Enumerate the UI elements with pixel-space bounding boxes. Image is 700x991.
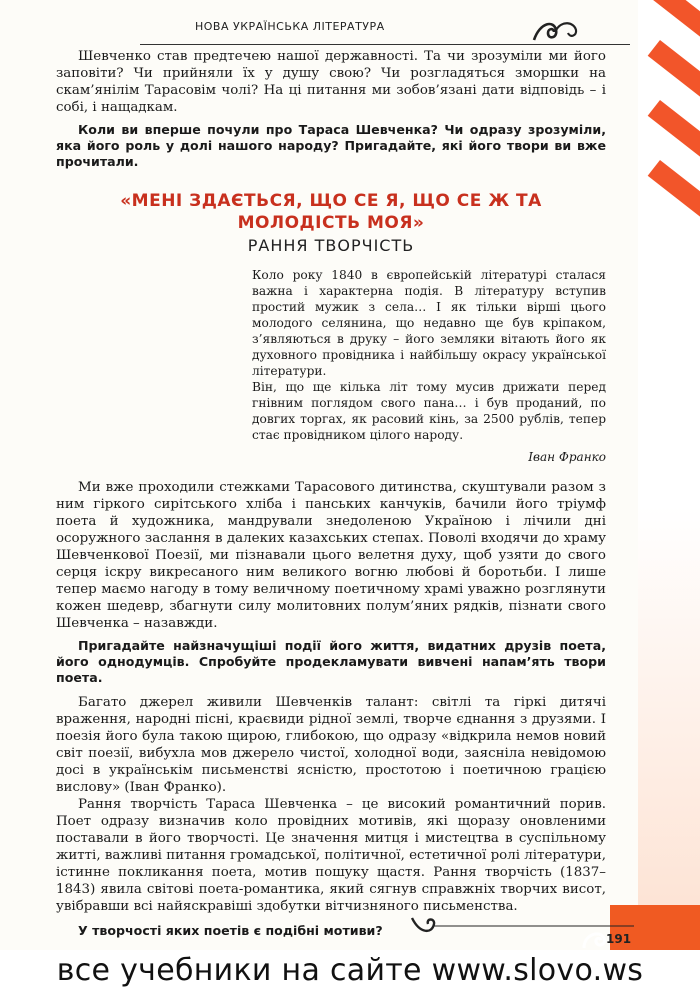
intro-question: Коли ви вперше почули про Тараса Шевченка? Чи одразу зрозуміли, яка його роль у долі нашого народу? Пригадайте, які його твори ви вже прочитали. (56, 122, 606, 169)
section-title-line-1: «МЕНІ ЗДАЄТЬСЯ, ЩО СЕ Я, ЩО СЕ Ж ТА (120, 191, 542, 211)
page-number: 191 (606, 932, 632, 946)
final-question: У творчості яких поетів є подібні мотиви? (78, 923, 383, 938)
running-header (140, 14, 580, 40)
site-banner[interactable]: все учебники на сайте www.slovo.ws (0, 950, 700, 991)
body-paragraph-2: Багато джерел живили Шевченків талант: світлі та гіркі дитячі враження, народні пісні, краєвиди рідної землі, творче єднання з друзями. І поезія його була такою щирою, глибокою, що одразу «відкрила немов новий світ поезії, вибухла мов джерело чистої, холодної води, заясніла невідомою досі в українськім письменстві ясністю, простотою і поетичною грацією вислову» (Іван Франко). (56, 695, 606, 795)
body-paragraph-3: Рання творчість Тараса Шевченка – це високий романтичний порив. Поет одразу визначив коло провідних мотивів, які щоразу оновленими поставали в його творчості. Це значення митця і мистецтва в суспільному житті, важливі питання громадської, політичної, естетичної ролі літератури, істинне покликання поета, мотив пошуку щастя. Рання творчість (1837–1843) явила світові поета-романтика, який сягнув справжніх творчих висот, увібравши всі найяскравіші здобутки вітчизняного письменства. (56, 797, 606, 914)
page-content (56, 44, 606, 939)
section-subtitle: РАННЯ ТВОРЧІСТЬ (247, 236, 415, 255)
epigraph-paragraph-1: Коло року 1840 в європейській літературі сталася важна і характерна подія. В літературу вступив простий мужик з села… І як тільки вірші цього молодого селянина, що недавно ще був кріпаком, з’являються в друку – його земляки вітають його як духовного провідника і найбільшу окрасу української літератури. (252, 268, 606, 378)
section-heading (56, 190, 606, 255)
scroll-flourish-icon (530, 18, 580, 44)
epigraph-author: Іван Франко (528, 450, 606, 464)
epigraph-paragraph-2: Він, що ще кілька літ тому мусив дрижати перед гнівним поглядом свого пана… і був проданий, по довгих торгах, як расовий кінь, за 2500 рублів, тепер стає провідником цілого народу. (252, 380, 606, 442)
epigraph (252, 267, 606, 465)
header-title: НОВА УКРАЇНСЬКА ЛІТЕРАТУРА (195, 20, 385, 33)
decorative-stripes (620, 0, 700, 930)
body-question: Пригадайте найзначущіші події його життя, видатних друзів поета, його однодумців. Спробуйте продекламувати вивчені напам’ять твори поета. (56, 638, 606, 685)
intro-paragraph: Шевченко став предтечею нашої державності. Та чи зрозуміли ми його заповіти? Чи прийняли їх у душу свою? Чи розгладяться зморшки на скам’янілім Тарасовім чолі? На ці питання ми зобов’язані дати відповідь – і собі, і нащадкам. (56, 49, 606, 115)
body-paragraph-1: Ми вже проходили стежками Тарасового дитинства, скуштували разом з ним гіркого сирітського хліба і панських канчуків, бачили його тріумф поета й художника, мандрували знедоленою Україною і лічили дні осоружного заслання в далеких казахських степах. Поволі входячи до храму Шевченкової Поезії, ми пізнавали цього велетня духу, щоб узяти до свого серця іскру викресаного ним великого вогню любові й боротьби. І лише тепер маємо нагоду в тому величному поетичному храмі уважно розглянути кожен шедевр, збагнути силу молитовних полум’яних рядків, пізнати свого Шевченка – назавжди. (56, 480, 606, 631)
section-title-line-2: МОЛОДІСТЬ МОЯ» (237, 213, 425, 233)
